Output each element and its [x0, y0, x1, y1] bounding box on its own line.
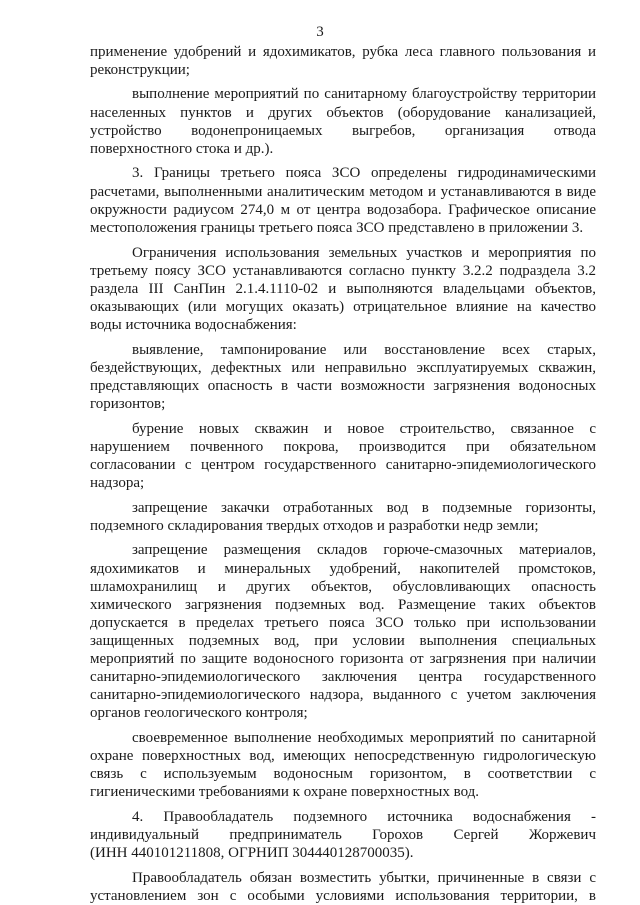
text-line: допускается в пределах третьего пояса ЗСО только при использовании — [90, 615, 596, 631]
text-line: нарушением почвенного покрова, производится при обязательном — [90, 439, 596, 455]
text-line: защищенных подземных вод, при условии выполнения специальных — [90, 633, 596, 649]
text-line: подземного складирования твердых отходов и разработки недр земли; — [90, 518, 539, 534]
text-line: оказывающих (или могущих оказать) отрицательное влияние на качество — [90, 299, 596, 315]
text-line: 4. Правообладатель подземного источника водоснабжения - — [132, 809, 596, 825]
text-line: горизонтов; — [90, 396, 166, 412]
text-line: санитарно-эпидемиологического надзора, выданного с учетом заключения — [90, 687, 596, 703]
text-line: Правообладатель обязан возместить убытки, причиненные в связи с — [132, 870, 596, 886]
text-line: выявление, тампонирование или восстановление всех старых, — [132, 342, 596, 358]
text-line: населенных пунктов и других объектов (оборудование канализацией, — [90, 105, 596, 121]
text-line: охране поверхностных вод, имеющих непосредственную гидрологическую — [90, 748, 596, 764]
text-line: поверхностного стока и др.). — [90, 141, 274, 157]
text-line: представляющих опасность в части возможности загрязнения водоносных — [90, 378, 596, 394]
text-line: гигиеническими требованиями к охране поверхностных вод. — [90, 784, 480, 800]
text-line: запрещение размещения складов горюче-смазочных материалов, — [132, 542, 596, 558]
text-line: бурение новых скважин и новое строительство, связанное с — [132, 421, 596, 437]
text-line: ядохимикатов и минеральных удобрений, накопителей промстоков, — [90, 561, 596, 577]
text-line: согласовании с центром государственного санитарно-эпидемиологического — [90, 457, 596, 473]
text-line: Ограничения использования земельных участков и мероприятия по — [132, 245, 596, 261]
text-line: расчетами, выполненными аналитическим методом и устанавливаются в виде — [90, 184, 596, 200]
text-line: мероприятий по защите водоносного горизонта от загрязнения при наличии — [90, 651, 596, 667]
text-line: запрещение закачки отработанных вод в подземные горизонты, — [132, 500, 596, 516]
text-line: своевременное выполнение необходимых мероприятий по санитарной — [132, 730, 596, 746]
text-line: устройство водонепроницаемых выгребов, организация отвода — [90, 123, 596, 139]
text-line: химического загрязнения подземных вод. Размещение таких объектов — [90, 597, 596, 613]
text-line: местоположения границы третьего пояса ЗСО представлено в приложении 3. — [90, 220, 584, 236]
text-line: связь с используемым водоносным горизонтом, в соответствии с — [90, 766, 596, 782]
text-line: третьему поясу ЗСО устанавливаются согласно пункту 3.2.2 подраздела 3.2 — [90, 263, 596, 279]
text-line: раздела III СанПин 2.1.4.1110-02 и выполняются владельцами объектов, — [90, 281, 596, 297]
text-line: воды источника водоснабжения: — [90, 317, 297, 333]
text-line: надзора; — [90, 475, 145, 491]
page-number: 3 — [316, 24, 324, 40]
text-line: бездействующих, дефектных или неправильно эксплуатируемых скважин, — [90, 360, 596, 376]
text-line: 3. Границы третьего пояса ЗСО определены гидродинамическими — [132, 165, 596, 181]
text-line: применение удобрений и ядохимикатов, рубка леса главного пользования и — [90, 44, 596, 60]
text-line: установлением зон с особыми условиями использования территории, в — [90, 888, 596, 904]
text-line: шламохранилищ и других объектов, обусловливающих опасность — [90, 579, 596, 595]
text-line: реконструкции; — [90, 62, 190, 78]
text-line: (ИНН 440101211808, ОГРНИП 304440128700035). — [90, 845, 414, 861]
text-line: выполнение мероприятий по санитарному благоустройству территории — [132, 86, 596, 102]
text-line: окружности радиусом 274,0 м от центра водозабора. Графическое описание — [90, 202, 596, 218]
text-line: индивидуальный предприниматель Горохов Сергей Жоржевич — [90, 827, 596, 843]
text-line: органов геологического контроля; — [90, 705, 308, 721]
text-line: санитарно-эпидемиологического заключения центра государственного — [90, 669, 596, 685]
